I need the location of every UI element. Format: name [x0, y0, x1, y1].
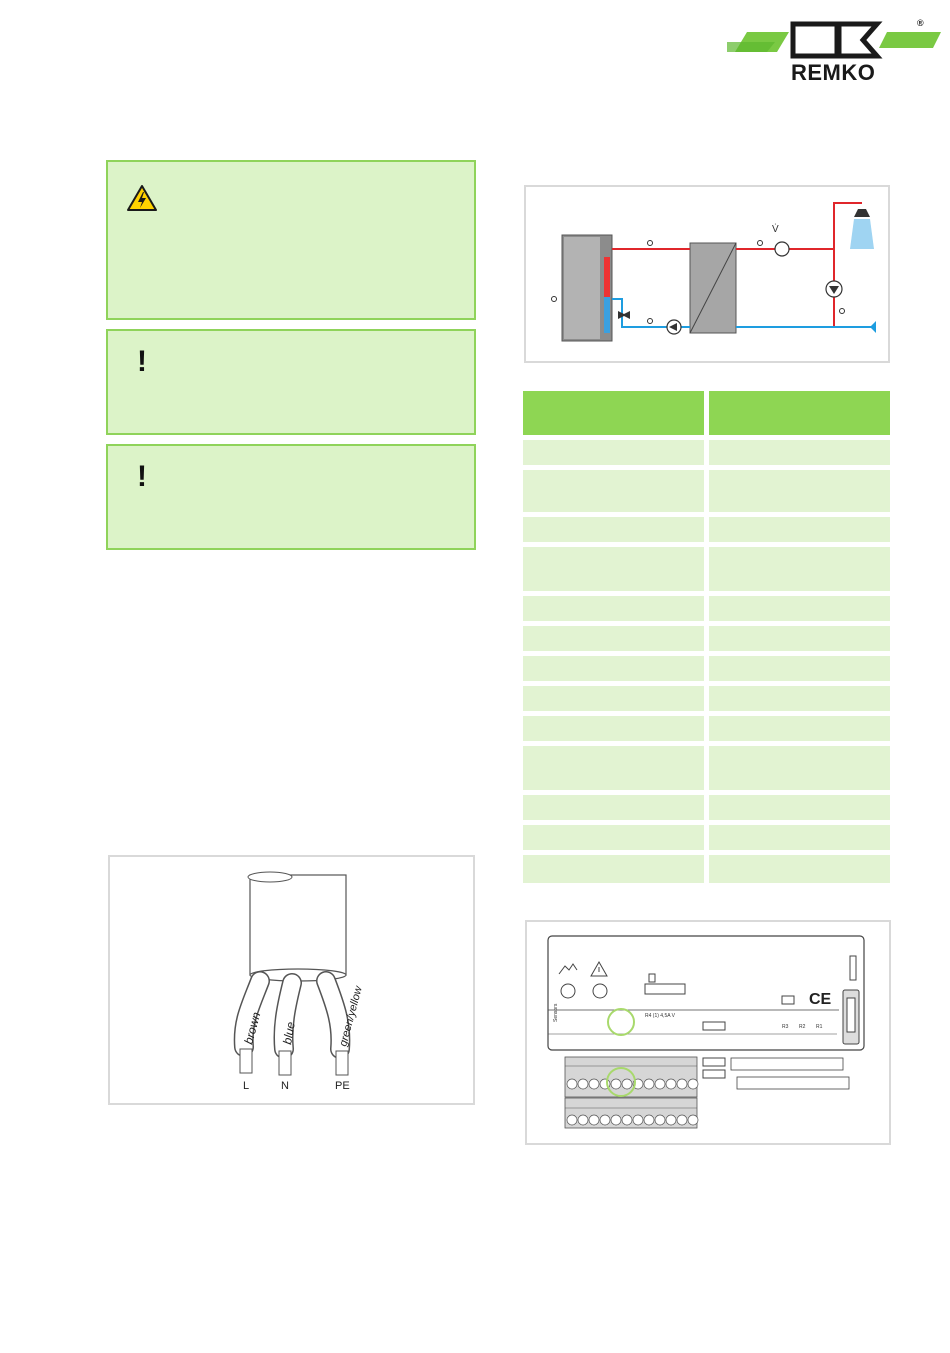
table-cell: [523, 656, 704, 681]
controller-terminal-figure: [525, 920, 891, 1145]
table-cell: [523, 746, 704, 790]
relay-r1: R1: [816, 1024, 823, 1030]
ce-mark: CE: [809, 991, 832, 1008]
table-header-row: [523, 391, 890, 435]
danger-note: [106, 160, 476, 320]
sensors-label: Sensors: [553, 1003, 559, 1022]
table-cell: [709, 716, 890, 741]
table-cell: [523, 547, 704, 591]
table-row: [523, 470, 890, 512]
wire-label-blue: blue: [280, 1020, 298, 1046]
table-cell: [709, 825, 890, 850]
controller-drawing: [527, 922, 889, 1143]
table-header-cell: [523, 391, 704, 435]
relay-r2: R2: [799, 1024, 806, 1030]
hydraulic-diagram-drawing: [526, 187, 888, 361]
hydraulic-diagram: [524, 185, 890, 363]
table-cell: [709, 686, 890, 711]
table-row: [523, 795, 890, 820]
table-cell: [523, 716, 704, 741]
table-cell: [709, 855, 890, 883]
table-row: [523, 440, 890, 465]
table-cell: [709, 517, 890, 542]
brand-logo: [727, 18, 942, 88]
terminal-label-n: N: [281, 1080, 289, 1092]
table-cell: [523, 440, 704, 465]
cable-drawing: [110, 857, 473, 1103]
table-cell: [709, 470, 890, 512]
table-cell: [523, 626, 704, 651]
table-cell: [523, 517, 704, 542]
table-row: [523, 626, 890, 651]
note-box-1: [106, 329, 476, 435]
table-row: [523, 596, 890, 621]
table-cell: [523, 795, 704, 820]
table-cell: [709, 656, 890, 681]
table-cell: [523, 855, 704, 883]
exclamation-icon: !: [137, 345, 147, 378]
table-cell: [523, 470, 704, 512]
wire-label-green-yellow: green/yellow: [337, 985, 365, 1048]
table-row: [523, 855, 890, 883]
table-row: [523, 686, 890, 711]
table-row: [523, 716, 890, 741]
terminal-label-pe: PE: [335, 1080, 350, 1092]
table-cell: [709, 440, 890, 465]
note-box-2: [106, 444, 476, 550]
table-row: [523, 547, 890, 591]
brand-registered: ®: [917, 18, 924, 28]
relay-text: R4 (1) 4,5A V: [645, 1013, 676, 1019]
table-cell: [709, 795, 890, 820]
table-cell: [523, 686, 704, 711]
flow-symbol: V̇: [772, 224, 779, 235]
table-cell: [523, 596, 704, 621]
table-cell: [523, 825, 704, 850]
table-cell: [709, 547, 890, 591]
table-header-cell: [709, 391, 890, 435]
table-cell: [709, 596, 890, 621]
exclamation-icon: !: [137, 460, 147, 493]
wire-label-brown: brown: [241, 1010, 264, 1046]
brand-name: REMKO: [791, 60, 876, 85]
relay-r3: R3: [782, 1024, 789, 1030]
table-cell: [709, 626, 890, 651]
table-row: [523, 656, 890, 681]
table-cell: [709, 746, 890, 790]
table-row: [523, 825, 890, 850]
high-voltage-warning-icon: [126, 184, 158, 212]
table-row: [523, 746, 890, 790]
cable-connection-figure: [108, 855, 475, 1105]
table-row: [523, 517, 890, 542]
terminal-label-l: L: [243, 1080, 250, 1092]
manual-icon: [782, 996, 794, 1004]
